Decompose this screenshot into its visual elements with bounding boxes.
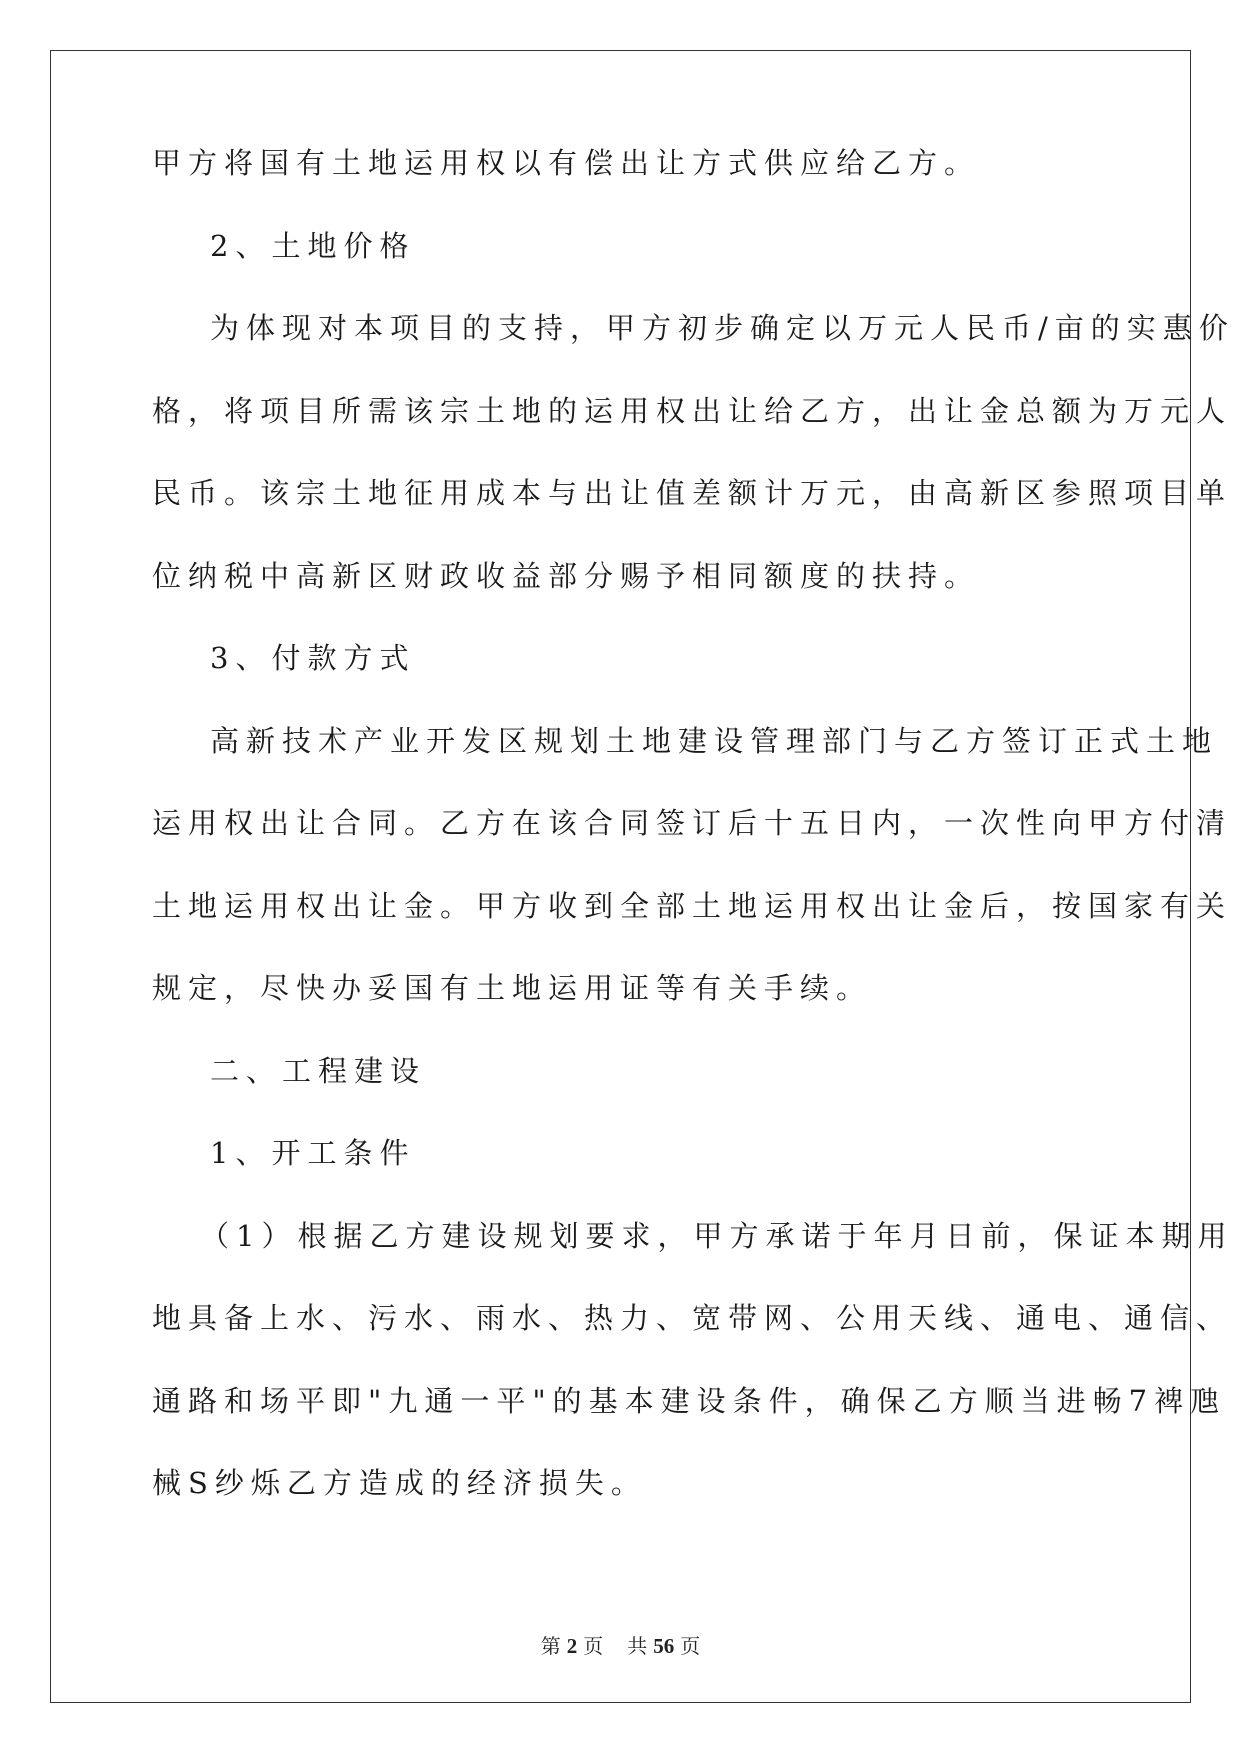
paragraph-line: 民币。该宗土地征用成本与出让值差额计万元，由高新区参照项目单	[152, 476, 1233, 510]
total-suffix: 页	[680, 1636, 701, 1658]
paragraph-line: 为体现对本项目的支持，甲方初步确定以万元人民币/亩的实惠价	[210, 311, 1235, 345]
section-heading: 3、付款方式	[210, 641, 416, 675]
section-heading: 2、土地价格	[210, 228, 416, 263]
section-heading: 1、开工条件	[210, 1136, 416, 1170]
paragraph-line: 运用权出让合同。乙方在该合同签订后十五日内，一次性向甲方付清	[152, 806, 1233, 840]
paragraph-line: （1）根据乙方建设规划要求，甲方承诺于年月日前，保证本期用	[200, 1218, 1234, 1253]
paragraph-line: 格，将项目所需该宗土地的运用权出让给乙方，出让金总额为万元人	[152, 393, 1233, 428]
paragraph-line: 地具备上水、污水、雨水、热力、宽带网、公用天线、通电、通信、	[152, 1301, 1233, 1335]
page-number: 2	[566, 1634, 578, 1658]
paragraph-line: 规定，尽快办妥国有土地运用证等有关手续。	[152, 971, 873, 1005]
document-body	[152, 146, 1235, 1566]
paragraph-line: 高新技术产业开发区规划土地建设管理部门与乙方签订正式土地	[210, 723, 1219, 758]
section-heading: 二、工程建设	[210, 1053, 427, 1088]
paragraph-line: 通路和场平即"九通一平"的基本建设条件，确保乙方顺当进畅7裨虺	[152, 1383, 1227, 1418]
total-pages: 56	[653, 1634, 675, 1658]
paragraph-line: 土地运用权出让金。甲方收到全部土地运用权出让金后，按国家有关	[152, 888, 1233, 923]
paragraph-line: 械S纱烁乙方造成的经济损失。	[152, 1466, 647, 1500]
paragraph-line: 甲方将国有土地运用权以有偿出让方式供应给乙方。	[152, 146, 981, 180]
page-footer	[0, 1630, 1241, 1659]
page-suffix: 页	[583, 1636, 604, 1658]
page-prefix: 第	[540, 1636, 561, 1658]
paragraph-line: 位纳税中高新区财政收益部分赐予相同额度的扶持。	[152, 558, 981, 593]
total-prefix: 共	[627, 1636, 648, 1658]
